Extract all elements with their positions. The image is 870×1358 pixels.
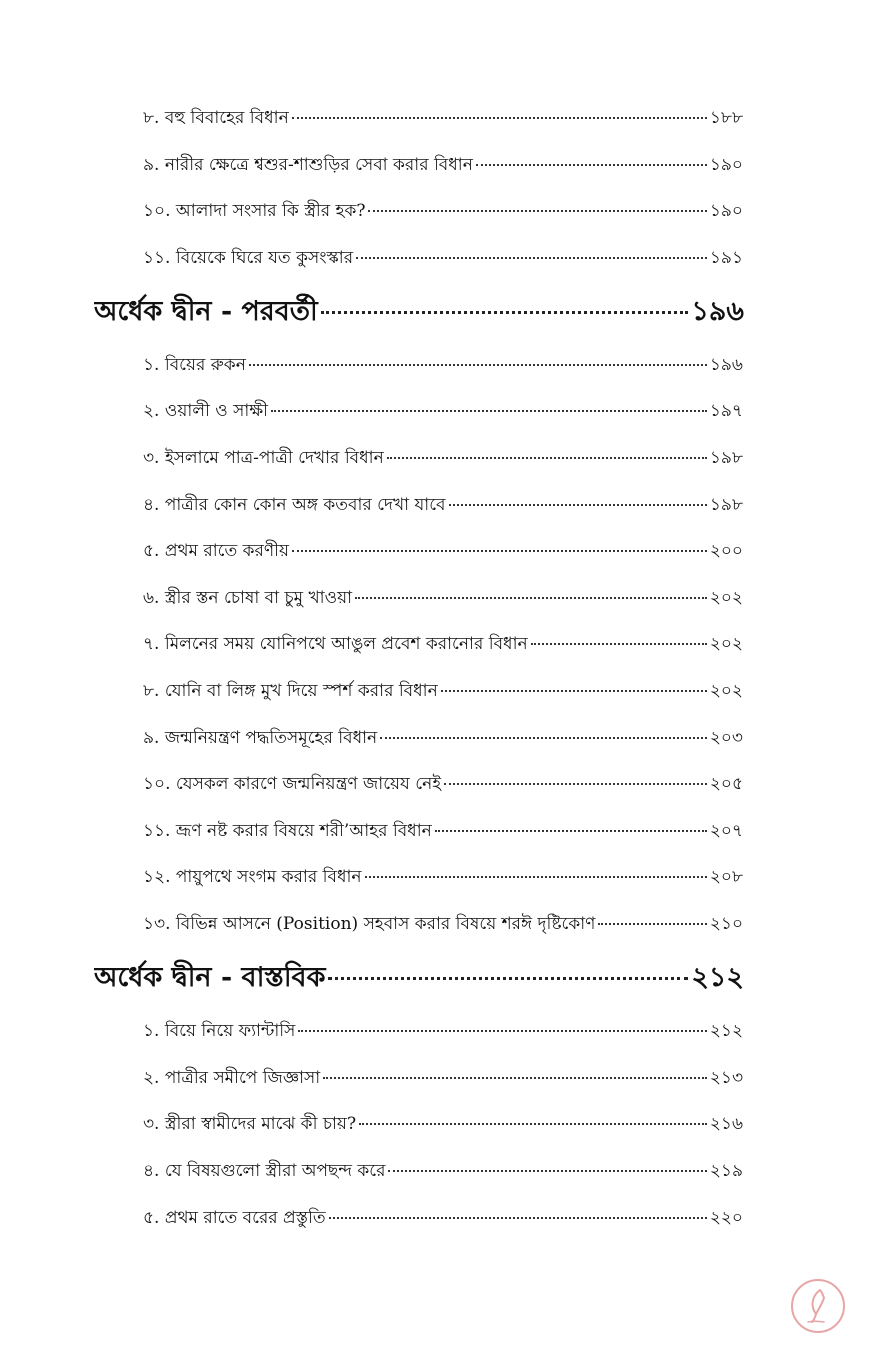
toc-entry-title: ১. বিয়ের রুকন — [143, 355, 246, 375]
toc-entry-title: ৪. যে বিষয়গুলো স্ত্রীরা অপছন্দ করে — [143, 1161, 386, 1181]
toc-entry-title: ১১. বিয়েকে ঘিরে যত কুসংস্কার — [143, 248, 354, 268]
toc-entry-title: ৫. প্রথম রাতে করণীয় — [143, 541, 290, 561]
dot-leader — [356, 257, 707, 259]
toc-entry-title: ৩. ইসলামে পাত্র-পাত্রী দেখার বিধান — [143, 448, 384, 468]
section-title: অর্ধেক দ্বীন - বাস্তবিক — [94, 962, 326, 993]
toc-entry-page: ১৯০ — [709, 155, 743, 175]
toc-entry-page: ২০২ — [709, 588, 743, 608]
toc-entry-title: ৪. পাত্রীর কোন কোন অঙ্গ কতবার দেখা যাবে — [143, 495, 446, 515]
toc-entry-title: ৯. জন্মনিয়ন্ত্রণ পদ্ধতিসমূহের বিধান — [143, 728, 378, 748]
dot-leader — [387, 457, 707, 459]
toc-entry-page: ১৮৮ — [709, 108, 743, 128]
toc-entry-title: ১০. আলাদা সংসার কি স্ত্রীর হক? — [143, 201, 366, 221]
toc-entry-title: ১১. ভ্রূণ নষ্ট করার বিষয়ে শরী’আহর বিধান — [143, 821, 432, 841]
toc-entry[interactable] — [143, 631, 743, 657]
quill-logo-icon — [790, 1278, 846, 1334]
dot-leader — [444, 783, 707, 785]
toc-entry-title: ৮. বহু বিবাহের বিধান — [143, 108, 289, 128]
toc-entry-page: ২০৮ — [709, 867, 743, 887]
toc-entry-page: ১৯১ — [709, 248, 743, 268]
section-page: ১৯৬ — [691, 296, 744, 327]
section-page: ২১২ — [691, 962, 744, 993]
dot-leader — [292, 117, 707, 119]
toc-entry-page: ২১০ — [709, 914, 743, 934]
dot-leader — [359, 1123, 707, 1125]
dot-leader — [292, 550, 707, 552]
toc-entry-page: ২১২ — [709, 1021, 743, 1041]
toc-entry-page: ২১৯ — [709, 1161, 743, 1181]
dot-leader — [449, 504, 707, 506]
toc-entry-page: ২০২ — [709, 681, 743, 701]
toc-entry-page: ২০০ — [709, 541, 743, 561]
toc-entry-page: ২০৭ — [709, 821, 743, 841]
toc-entry-page: ১৯৬ — [709, 355, 743, 375]
toc-entry-page: ২০৩ — [709, 728, 743, 748]
toc-entry[interactable] — [143, 678, 743, 704]
dot-leader — [598, 923, 706, 925]
toc-entry-page: ২১৬ — [709, 1114, 743, 1134]
toc-entry-title: ১০. যেসকল কারণে জন্মনিয়ন্ত্রণ জায়েয নেই — [143, 774, 442, 794]
dot-leader — [388, 1170, 706, 1172]
toc-entry-title: ৭. মিলনের সময় যোনিপথে আঙুল প্রবেশ করানোর বিধান — [143, 634, 528, 654]
dot-leader — [321, 311, 689, 314]
dot-leader — [329, 1217, 707, 1219]
toc-entry-page: ২০২ — [709, 634, 743, 654]
toc-entry[interactable] — [143, 1065, 743, 1091]
toc-entry-page: ২০৫ — [709, 774, 743, 794]
toc-entry[interactable] — [143, 585, 743, 611]
toc-entry-title: ৬. স্ত্রীর স্তন চোষা বা চুমু খাওয়া — [143, 588, 353, 608]
toc-entry[interactable] — [143, 105, 743, 131]
toc-entry[interactable] — [143, 864, 743, 890]
dot-leader — [328, 977, 688, 980]
dot-leader — [355, 597, 707, 599]
toc-entry-title: ১৩. বিভিন্ন আসনে (Position) সহবাস করার বিষয়ে শরঈ দৃষ্টিকোণ — [143, 914, 596, 934]
dot-leader — [435, 830, 707, 832]
toc-entry-title: ৯. নারীর ক্ষেত্রে শ্বশুর-শাশুড়ির সেবা করার বিধান — [143, 155, 473, 175]
toc-entry[interactable] — [143, 818, 743, 844]
dot-leader — [298, 1030, 707, 1032]
toc-entry[interactable] — [143, 445, 743, 471]
toc-entry-page: ১৯৮ — [709, 448, 743, 468]
toc-entry[interactable] — [143, 245, 743, 271]
dot-leader — [249, 364, 707, 366]
toc-entry-page: ২২০ — [709, 1208, 743, 1228]
toc-entry[interactable] — [143, 1158, 743, 1184]
toc-entry[interactable] — [143, 911, 743, 937]
toc-entry-title: ২. পাত্রীর সমীপে জিজ্ঞাসা — [143, 1068, 321, 1088]
toc-section-heading[interactable] — [94, 292, 744, 332]
toc-entry[interactable] — [143, 198, 743, 224]
section-title: অর্ধেক দ্বীন - পরবর্তী — [94, 296, 318, 327]
toc-entry-title: ২. ওয়ালী ও সাক্ষী — [143, 401, 268, 421]
toc-entry-page: ১৯০ — [709, 201, 743, 221]
toc-entry[interactable] — [143, 352, 743, 378]
toc-entry-title: ১২. পায়ুপথে সংগম করার বিধান — [143, 867, 362, 887]
toc-entry-page: ১৯৮ — [709, 495, 743, 515]
toc-entry-title: ১. বিয়ে নিয়ে ফ্যান্টাসি — [143, 1021, 296, 1041]
toc-entry[interactable] — [143, 492, 743, 518]
toc-entry[interactable] — [143, 1111, 743, 1137]
dot-leader — [271, 410, 707, 412]
dot-leader — [531, 643, 707, 645]
toc-entry-title: ৩. স্ত্রীরা স্বামীদের মাঝে কী চায়? — [143, 1114, 357, 1134]
dot-leader — [368, 210, 706, 212]
toc-entry-title: ৮. যোনি বা লিঙ্গ মুখ দিয়ে স্পর্শ করার বিধান — [143, 681, 438, 701]
toc-entry[interactable] — [143, 152, 743, 178]
dot-leader — [365, 876, 707, 878]
toc-entry-title: ৫. প্রথম রাতে বরের প্রস্তুতি — [143, 1208, 326, 1228]
toc-entry[interactable] — [143, 771, 743, 797]
toc-entry-page: ২১৩ — [709, 1068, 743, 1088]
toc-entry[interactable] — [143, 1205, 743, 1231]
toc-entry[interactable] — [143, 725, 743, 751]
toc-entry-page: ১৯৭ — [709, 401, 743, 421]
dot-leader — [441, 690, 707, 692]
toc-entry[interactable] — [143, 538, 743, 564]
dot-leader — [476, 164, 707, 166]
toc-section-heading[interactable] — [94, 958, 744, 998]
toc-entry[interactable] — [143, 398, 743, 424]
dot-leader — [380, 737, 707, 739]
dot-leader — [323, 1077, 707, 1079]
toc-entry[interactable] — [143, 1018, 743, 1044]
